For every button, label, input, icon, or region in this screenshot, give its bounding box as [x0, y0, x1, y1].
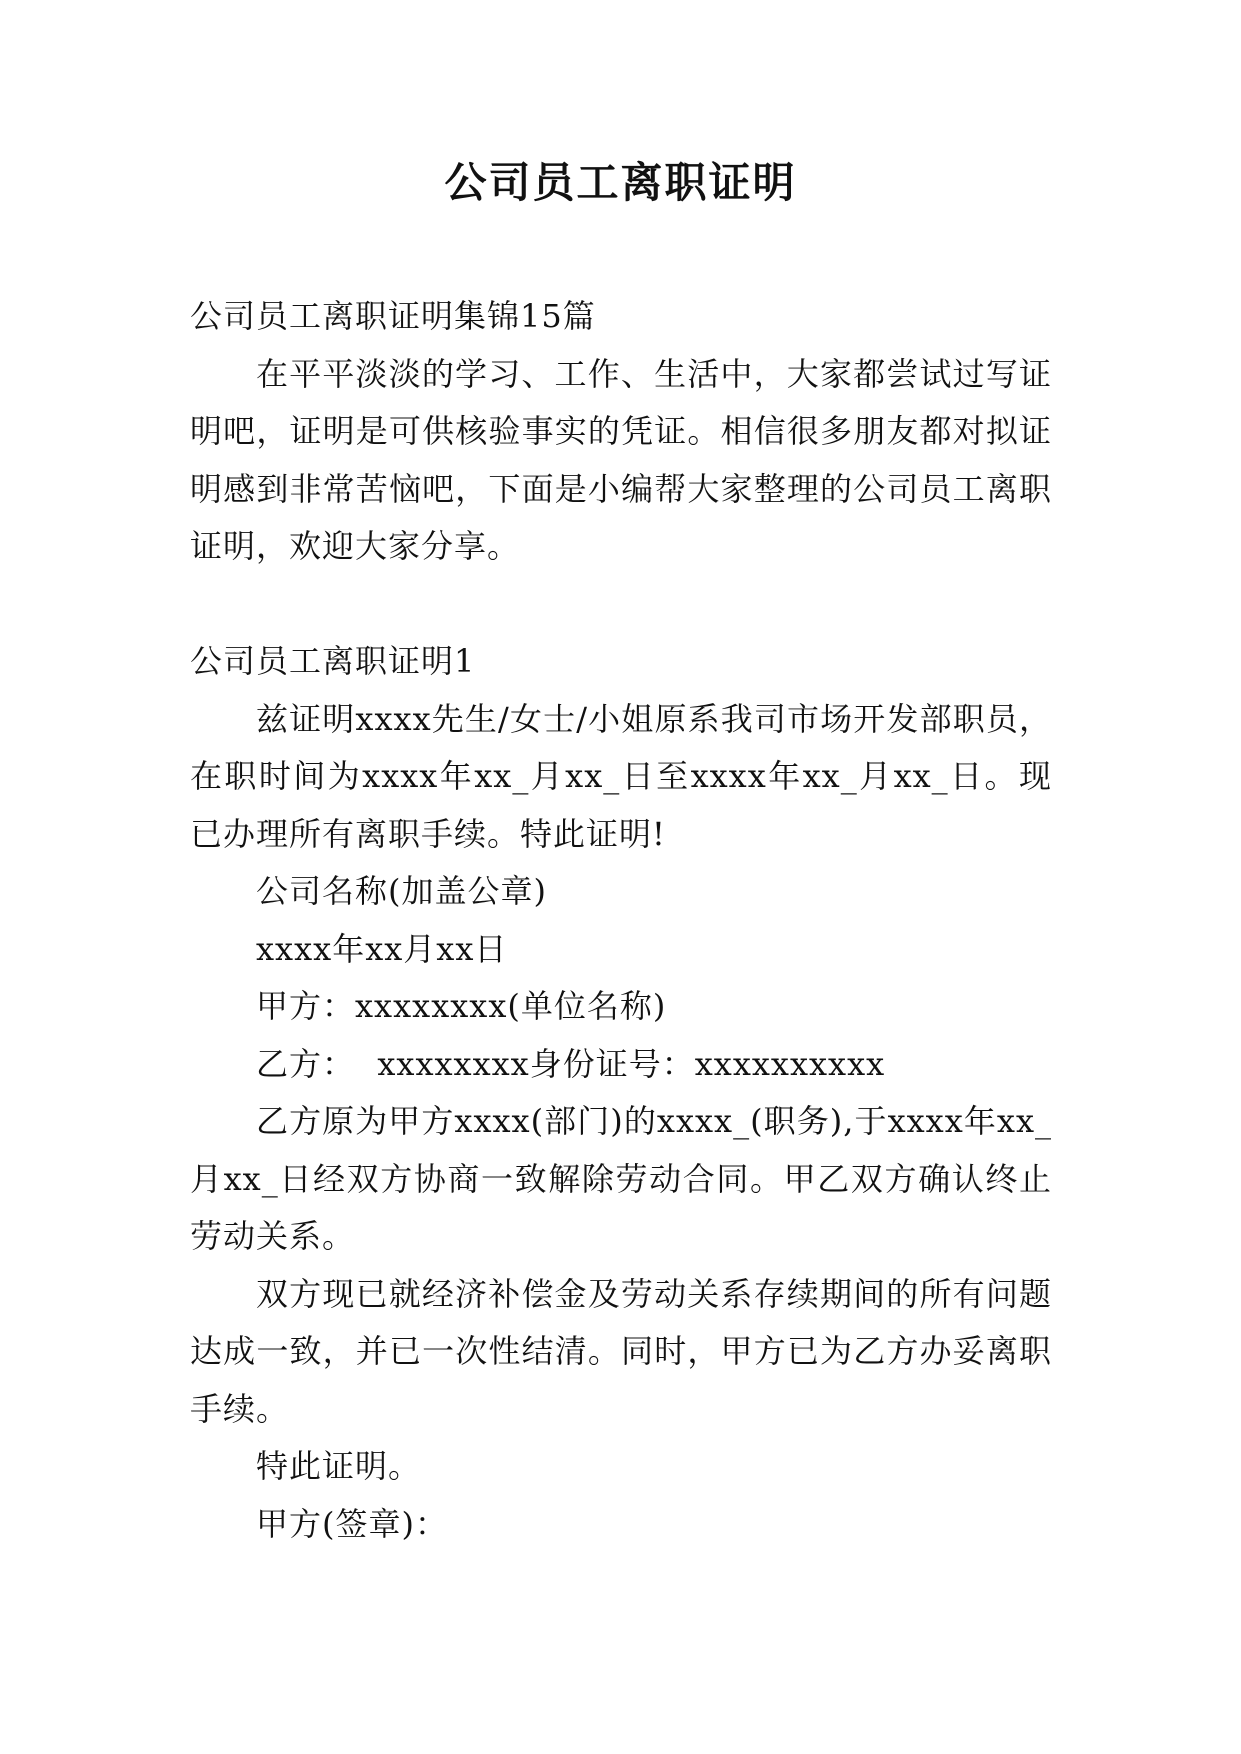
section-heading: 公司员工离职证明1	[190, 642, 476, 680]
intro-paragraph: 在平平淡淡的学习、工作、生活中，大家都尝试过写证明吧，证明是可供核验事实的凭证。相信很多朋友都对拟证明感到非常苦恼吧，下面是小编帮大家整理的公司员工离职证明，欢迎大家分享。	[190, 354, 1052, 565]
signature-line: 甲方(签章)：	[256, 1504, 448, 1543]
document-title: 公司员工离职证明	[444, 158, 797, 207]
collection-subtitle: 公司员工离职证明集锦15篇	[190, 297, 596, 335]
date-line: xxxx年xx月xx日	[256, 929, 508, 968]
settlement-paragraph: 双方现已就经济补偿金及劳动关系存续期间的所有问题达成一致，并已一次性结清。同时，甲方已为乙方办妥离职手续。	[190, 1274, 1052, 1428]
closing-line: 特此证明。	[256, 1447, 422, 1485]
paragraph-spacer	[190, 576, 1052, 634]
document-body	[190, 288, 1052, 1553]
certificate-paragraph: 兹证明xxxx先生/女士/小姐原系我司市场开发部职员，在职时间为xxxx年xx_月xx_日至xxxx年xx_月xx_日。现已办理所有离职手续。特此证明!	[190, 699, 1052, 853]
party-a-line: 甲方：xxxxxxxx(单位名称)	[256, 987, 667, 1025]
company-name-line: 公司名称(加盖公章)	[256, 872, 547, 910]
termination-paragraph: 乙方原为甲方xxxx(部门)的xxxx_(职务),于xxxx年xx_月xx_日经双方协商一致解除劳动合同。甲乙双方确认终止劳动关系。	[190, 1102, 1052, 1255]
party-b-line: 乙方： xxxxxxxx身份证号：xxxxxxxxxx	[256, 1044, 886, 1083]
